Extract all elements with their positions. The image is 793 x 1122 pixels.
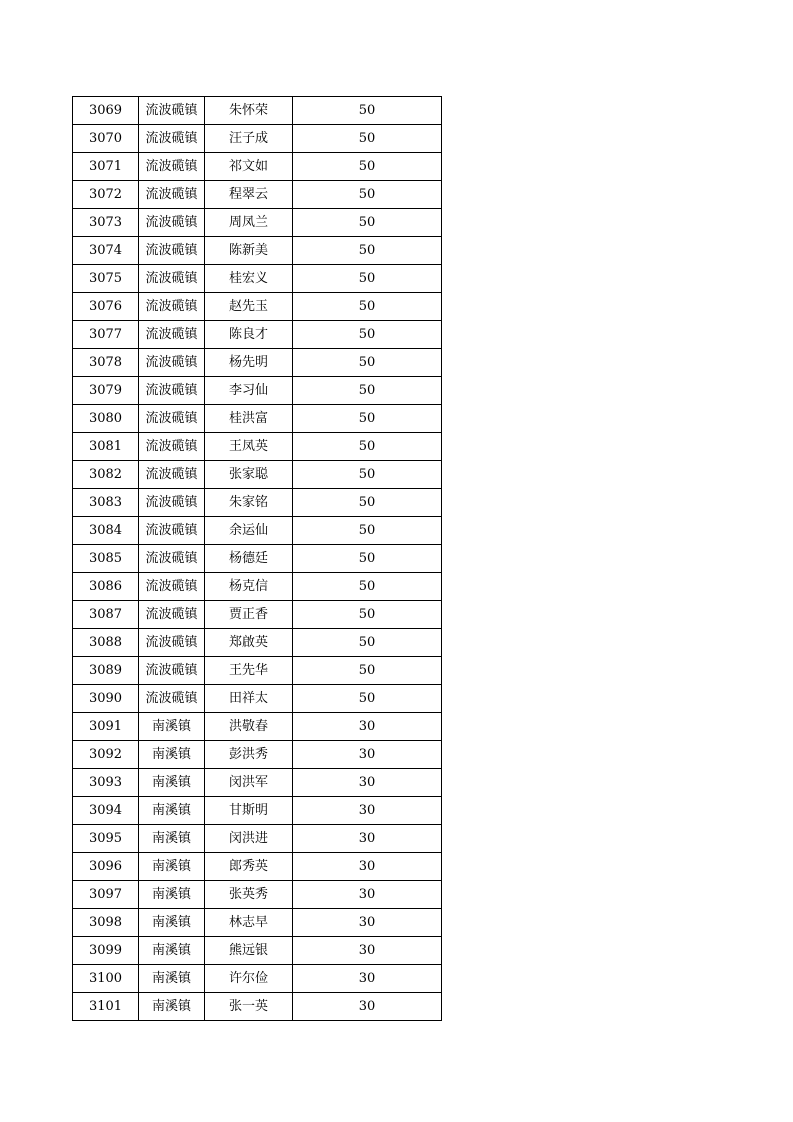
town-cell: 流波𬒗镇: [139, 601, 205, 629]
name-cell: 余运仙: [205, 517, 293, 545]
row-number-cell: 3074: [73, 237, 139, 265]
row-number-cell: 3070: [73, 125, 139, 153]
amount-cell: 30: [293, 713, 442, 741]
amount-cell: 30: [293, 881, 442, 909]
row-number-cell: 3081: [73, 433, 139, 461]
name-cell: 张英秀: [205, 881, 293, 909]
row-number-cell: 3088: [73, 629, 139, 657]
row-number-cell: 3092: [73, 741, 139, 769]
name-cell: 李习仙: [205, 377, 293, 405]
row-number-cell: 3098: [73, 909, 139, 937]
amount-cell: 30: [293, 825, 442, 853]
amount-cell: 50: [293, 517, 442, 545]
name-cell: 林志早: [205, 909, 293, 937]
town-cell: 流波𬒗镇: [139, 545, 205, 573]
amount-cell: 50: [293, 265, 442, 293]
table-row: [73, 965, 442, 993]
table-row: [73, 265, 442, 293]
name-cell: 程翠云: [205, 181, 293, 209]
town-cell: 流波𬒗镇: [139, 517, 205, 545]
town-cell: 南溪镇: [139, 909, 205, 937]
table-row: [73, 797, 442, 825]
town-cell: 流波𬒗镇: [139, 97, 205, 125]
amount-cell: 30: [293, 797, 442, 825]
table-row: [73, 825, 442, 853]
town-cell: 流波𬒗镇: [139, 181, 205, 209]
row-number-cell: 3072: [73, 181, 139, 209]
town-cell: 流波𬒗镇: [139, 349, 205, 377]
town-cell: 流波𬒗镇: [139, 377, 205, 405]
name-cell: 汪子成: [205, 125, 293, 153]
town-cell: 南溪镇: [139, 825, 205, 853]
amount-cell: 50: [293, 433, 442, 461]
row-number-cell: 3078: [73, 349, 139, 377]
name-cell: 杨克信: [205, 573, 293, 601]
amount-cell: 50: [293, 461, 442, 489]
name-cell: 祁文如: [205, 153, 293, 181]
amount-cell: 50: [293, 573, 442, 601]
table-row: [73, 909, 442, 937]
table-row: [73, 741, 442, 769]
name-cell: 张家聪: [205, 461, 293, 489]
town-cell: 南溪镇: [139, 853, 205, 881]
row-number-cell: 3085: [73, 545, 139, 573]
row-number-cell: 3091: [73, 713, 139, 741]
town-cell: 流波𬒗镇: [139, 573, 205, 601]
town-cell: 南溪镇: [139, 881, 205, 909]
amount-cell: 30: [293, 965, 442, 993]
amount-cell: 50: [293, 321, 442, 349]
table-row: [73, 237, 442, 265]
table-row: [73, 349, 442, 377]
row-number-cell: 3080: [73, 405, 139, 433]
row-number-cell: 3073: [73, 209, 139, 237]
table-row: [73, 713, 442, 741]
town-cell: 南溪镇: [139, 937, 205, 965]
row-number-cell: 3094: [73, 797, 139, 825]
town-cell: 流波𬒗镇: [139, 321, 205, 349]
name-cell: 闵洪军: [205, 769, 293, 797]
name-cell: 王凤英: [205, 433, 293, 461]
name-cell: 王先华: [205, 657, 293, 685]
row-number-cell: 3100: [73, 965, 139, 993]
row-number-cell: 3084: [73, 517, 139, 545]
amount-cell: 50: [293, 657, 442, 685]
amount-cell: 50: [293, 685, 442, 713]
name-cell: 桂洪富: [205, 405, 293, 433]
town-cell: 南溪镇: [139, 741, 205, 769]
row-number-cell: 3069: [73, 97, 139, 125]
name-cell: 彭洪秀: [205, 741, 293, 769]
table-row: [73, 545, 442, 573]
name-cell: 朱家铭: [205, 489, 293, 517]
town-cell: 流波𬒗镇: [139, 265, 205, 293]
table-row: [73, 209, 442, 237]
name-cell: 杨先明: [205, 349, 293, 377]
table-row: [73, 321, 442, 349]
town-cell: 流波𬒗镇: [139, 405, 205, 433]
table-row: [73, 685, 442, 713]
row-number-cell: 3087: [73, 601, 139, 629]
amount-cell: 50: [293, 209, 442, 237]
table-row: [73, 405, 442, 433]
table-row: [73, 461, 442, 489]
amount-cell: 30: [293, 993, 442, 1021]
town-cell: 流波𬒗镇: [139, 433, 205, 461]
name-cell: 郎秀英: [205, 853, 293, 881]
row-number-cell: 3089: [73, 657, 139, 685]
amount-cell: 30: [293, 769, 442, 797]
table-row: [73, 377, 442, 405]
table-row: [73, 937, 442, 965]
amount-cell: 30: [293, 853, 442, 881]
table-row: [73, 601, 442, 629]
name-cell: 张一英: [205, 993, 293, 1021]
table-row: [73, 125, 442, 153]
town-cell: 流波𬒗镇: [139, 489, 205, 517]
table-row: [73, 769, 442, 797]
row-number-cell: 3090: [73, 685, 139, 713]
row-number-cell: 3095: [73, 825, 139, 853]
row-number-cell: 3079: [73, 377, 139, 405]
amount-cell: 30: [293, 741, 442, 769]
amount-cell: 50: [293, 293, 442, 321]
row-number-cell: 3083: [73, 489, 139, 517]
name-cell: 甘斯明: [205, 797, 293, 825]
name-cell: 朱怀荣: [205, 97, 293, 125]
name-cell: 杨德廷: [205, 545, 293, 573]
amount-cell: 30: [293, 937, 442, 965]
amount-cell: 50: [293, 405, 442, 433]
amount-cell: 50: [293, 377, 442, 405]
row-number-cell: 3096: [73, 853, 139, 881]
name-cell: 桂宏义: [205, 265, 293, 293]
town-cell: 流波𬒗镇: [139, 125, 205, 153]
town-cell: 流波𬒗镇: [139, 293, 205, 321]
table-row: [73, 433, 442, 461]
town-cell: 流波𬒗镇: [139, 657, 205, 685]
name-cell: 陈良才: [205, 321, 293, 349]
table-row: [73, 657, 442, 685]
town-cell: 南溪镇: [139, 797, 205, 825]
table-row: [73, 993, 442, 1021]
amount-cell: 50: [293, 97, 442, 125]
amount-cell: 50: [293, 601, 442, 629]
row-number-cell: 3097: [73, 881, 139, 909]
table-row: [73, 153, 442, 181]
table-row: [73, 97, 442, 125]
amount-cell: 50: [293, 153, 442, 181]
name-cell: 熊远银: [205, 937, 293, 965]
row-number-cell: 3071: [73, 153, 139, 181]
amount-cell: 50: [293, 629, 442, 657]
row-number-cell: 3076: [73, 293, 139, 321]
amount-cell: 50: [293, 125, 442, 153]
town-cell: 南溪镇: [139, 713, 205, 741]
row-number-cell: 3101: [73, 993, 139, 1021]
name-cell: 贾正香: [205, 601, 293, 629]
name-cell: 郑啟英: [205, 629, 293, 657]
table-row: [73, 517, 442, 545]
name-cell: 田祥太: [205, 685, 293, 713]
name-cell: 陈新美: [205, 237, 293, 265]
row-number-cell: 3077: [73, 321, 139, 349]
amount-cell: 30: [293, 909, 442, 937]
table-body: [73, 97, 442, 1021]
name-cell: 许尔俭: [205, 965, 293, 993]
town-cell: 南溪镇: [139, 965, 205, 993]
row-number-cell: 3099: [73, 937, 139, 965]
table-row: [73, 881, 442, 909]
table-row: [73, 181, 442, 209]
row-number-cell: 3086: [73, 573, 139, 601]
name-cell: 洪敬春: [205, 713, 293, 741]
row-number-cell: 3082: [73, 461, 139, 489]
amount-cell: 50: [293, 489, 442, 517]
town-cell: 流波𬒗镇: [139, 153, 205, 181]
amount-cell: 50: [293, 545, 442, 573]
town-cell: 南溪镇: [139, 769, 205, 797]
table-row: [73, 293, 442, 321]
town-cell: 南溪镇: [139, 993, 205, 1021]
town-cell: 流波𬒗镇: [139, 209, 205, 237]
name-cell: 闵洪进: [205, 825, 293, 853]
row-number-cell: 3075: [73, 265, 139, 293]
amount-cell: 50: [293, 181, 442, 209]
town-cell: 流波𬒗镇: [139, 237, 205, 265]
name-cell: 周凤兰: [205, 209, 293, 237]
table-row: [73, 629, 442, 657]
amount-cell: 50: [293, 237, 442, 265]
town-cell: 流波𬒗镇: [139, 629, 205, 657]
town-cell: 流波𬒗镇: [139, 461, 205, 489]
table-row: [73, 853, 442, 881]
town-cell: 流波𬒗镇: [139, 685, 205, 713]
row-number-cell: 3093: [73, 769, 139, 797]
table-row: [73, 489, 442, 517]
amount-cell: 50: [293, 349, 442, 377]
data-table: [72, 96, 442, 1021]
table-row: [73, 573, 442, 601]
name-cell: 赵先玉: [205, 293, 293, 321]
